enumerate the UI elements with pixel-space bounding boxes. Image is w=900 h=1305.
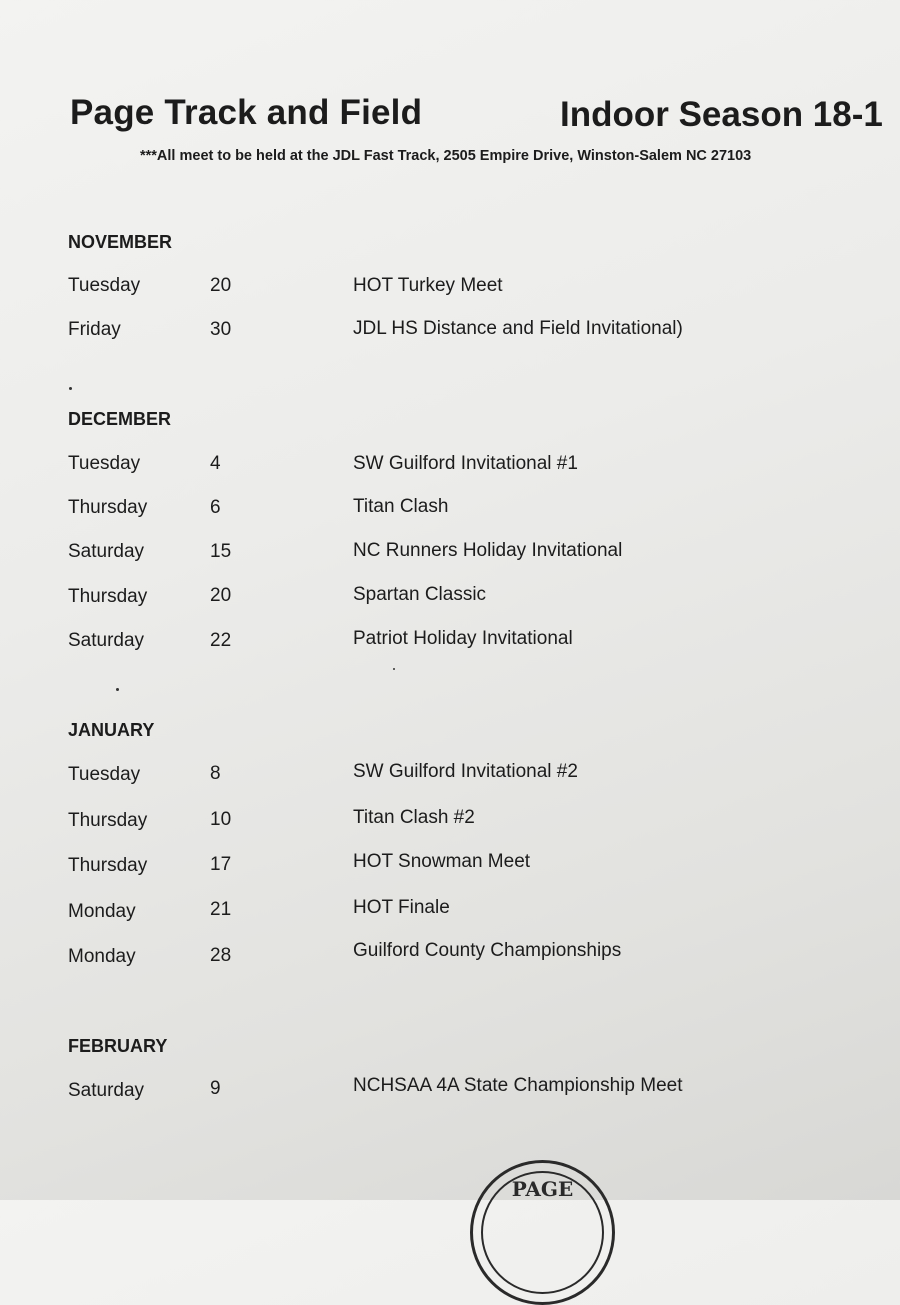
meet-day: Tuesday xyxy=(68,453,141,474)
meet-date: 4 xyxy=(210,453,221,474)
meet-day: Saturday xyxy=(68,541,145,562)
page-title: Page Track and Field xyxy=(70,93,423,132)
month-heading-february: FEBRUARY xyxy=(68,1036,168,1056)
school-seal-logo xyxy=(470,1160,615,1305)
meet-date: 8 xyxy=(210,763,221,784)
meet-event: Titan Clash xyxy=(353,496,449,517)
meet-date: 30 xyxy=(210,319,232,340)
meet-date: 28 xyxy=(210,945,232,966)
paper-speck xyxy=(393,668,395,670)
meet-day: Saturday xyxy=(68,630,145,651)
month-heading-january: JANUARY xyxy=(68,720,155,740)
meet-date: 22 xyxy=(210,630,232,651)
meet-day: Monday xyxy=(68,901,136,922)
paper-speck xyxy=(69,387,72,390)
venue-note: ***All meet to be held at the JDL Fast Track, 2505 Empire Drive, Winston-Salem NC 27103 xyxy=(140,148,752,164)
meet-event: JDL HS Distance and Field Invitational) xyxy=(353,318,683,339)
meet-event: Patriot Holiday Invitational xyxy=(353,628,573,649)
meet-date: 9 xyxy=(210,1078,221,1099)
month-heading-november: NOVEMBER xyxy=(68,232,173,252)
season-title: Indoor Season 18-1 xyxy=(560,95,883,134)
meet-day: Friday xyxy=(68,319,121,340)
meet-date: 6 xyxy=(210,497,221,518)
meet-day: Saturday xyxy=(68,1080,145,1101)
meet-date: 21 xyxy=(210,899,232,920)
meet-day: Tuesday xyxy=(68,275,141,296)
meet-day: Thursday xyxy=(68,855,148,876)
meet-event: HOT Turkey Meet xyxy=(353,275,503,296)
meet-event: SW Guilford Invitational #2 xyxy=(353,761,578,782)
meet-event: SW Guilford Invitational #1 xyxy=(353,453,578,474)
meet-day: Thursday xyxy=(68,810,148,831)
seal-text: PAGE xyxy=(511,1177,574,1201)
meet-date: 17 xyxy=(210,854,232,875)
meet-day: Monday xyxy=(68,946,136,967)
meet-event: Guilford County Championships xyxy=(353,940,622,961)
meet-day: Tuesday xyxy=(68,764,141,785)
meet-event: Titan Clash #2 xyxy=(353,807,475,828)
meet-event: HOT Finale xyxy=(353,897,450,918)
meet-date: 10 xyxy=(210,809,232,830)
meet-event: NC Runners Holiday Invitational xyxy=(353,540,623,561)
month-heading-december: DECEMBER xyxy=(68,409,172,429)
meet-event: HOT Snowman Meet xyxy=(353,851,531,872)
meet-event: Spartan Classic xyxy=(353,584,487,605)
meet-day: Thursday xyxy=(68,497,148,518)
meet-event: NCHSAA 4A State Championship Meet xyxy=(353,1075,683,1096)
paper-speck xyxy=(116,688,119,691)
meet-day: Thursday xyxy=(68,586,148,607)
meet-date: 20 xyxy=(210,585,232,606)
meet-date: 15 xyxy=(210,541,232,562)
meet-date: 20 xyxy=(210,275,232,296)
